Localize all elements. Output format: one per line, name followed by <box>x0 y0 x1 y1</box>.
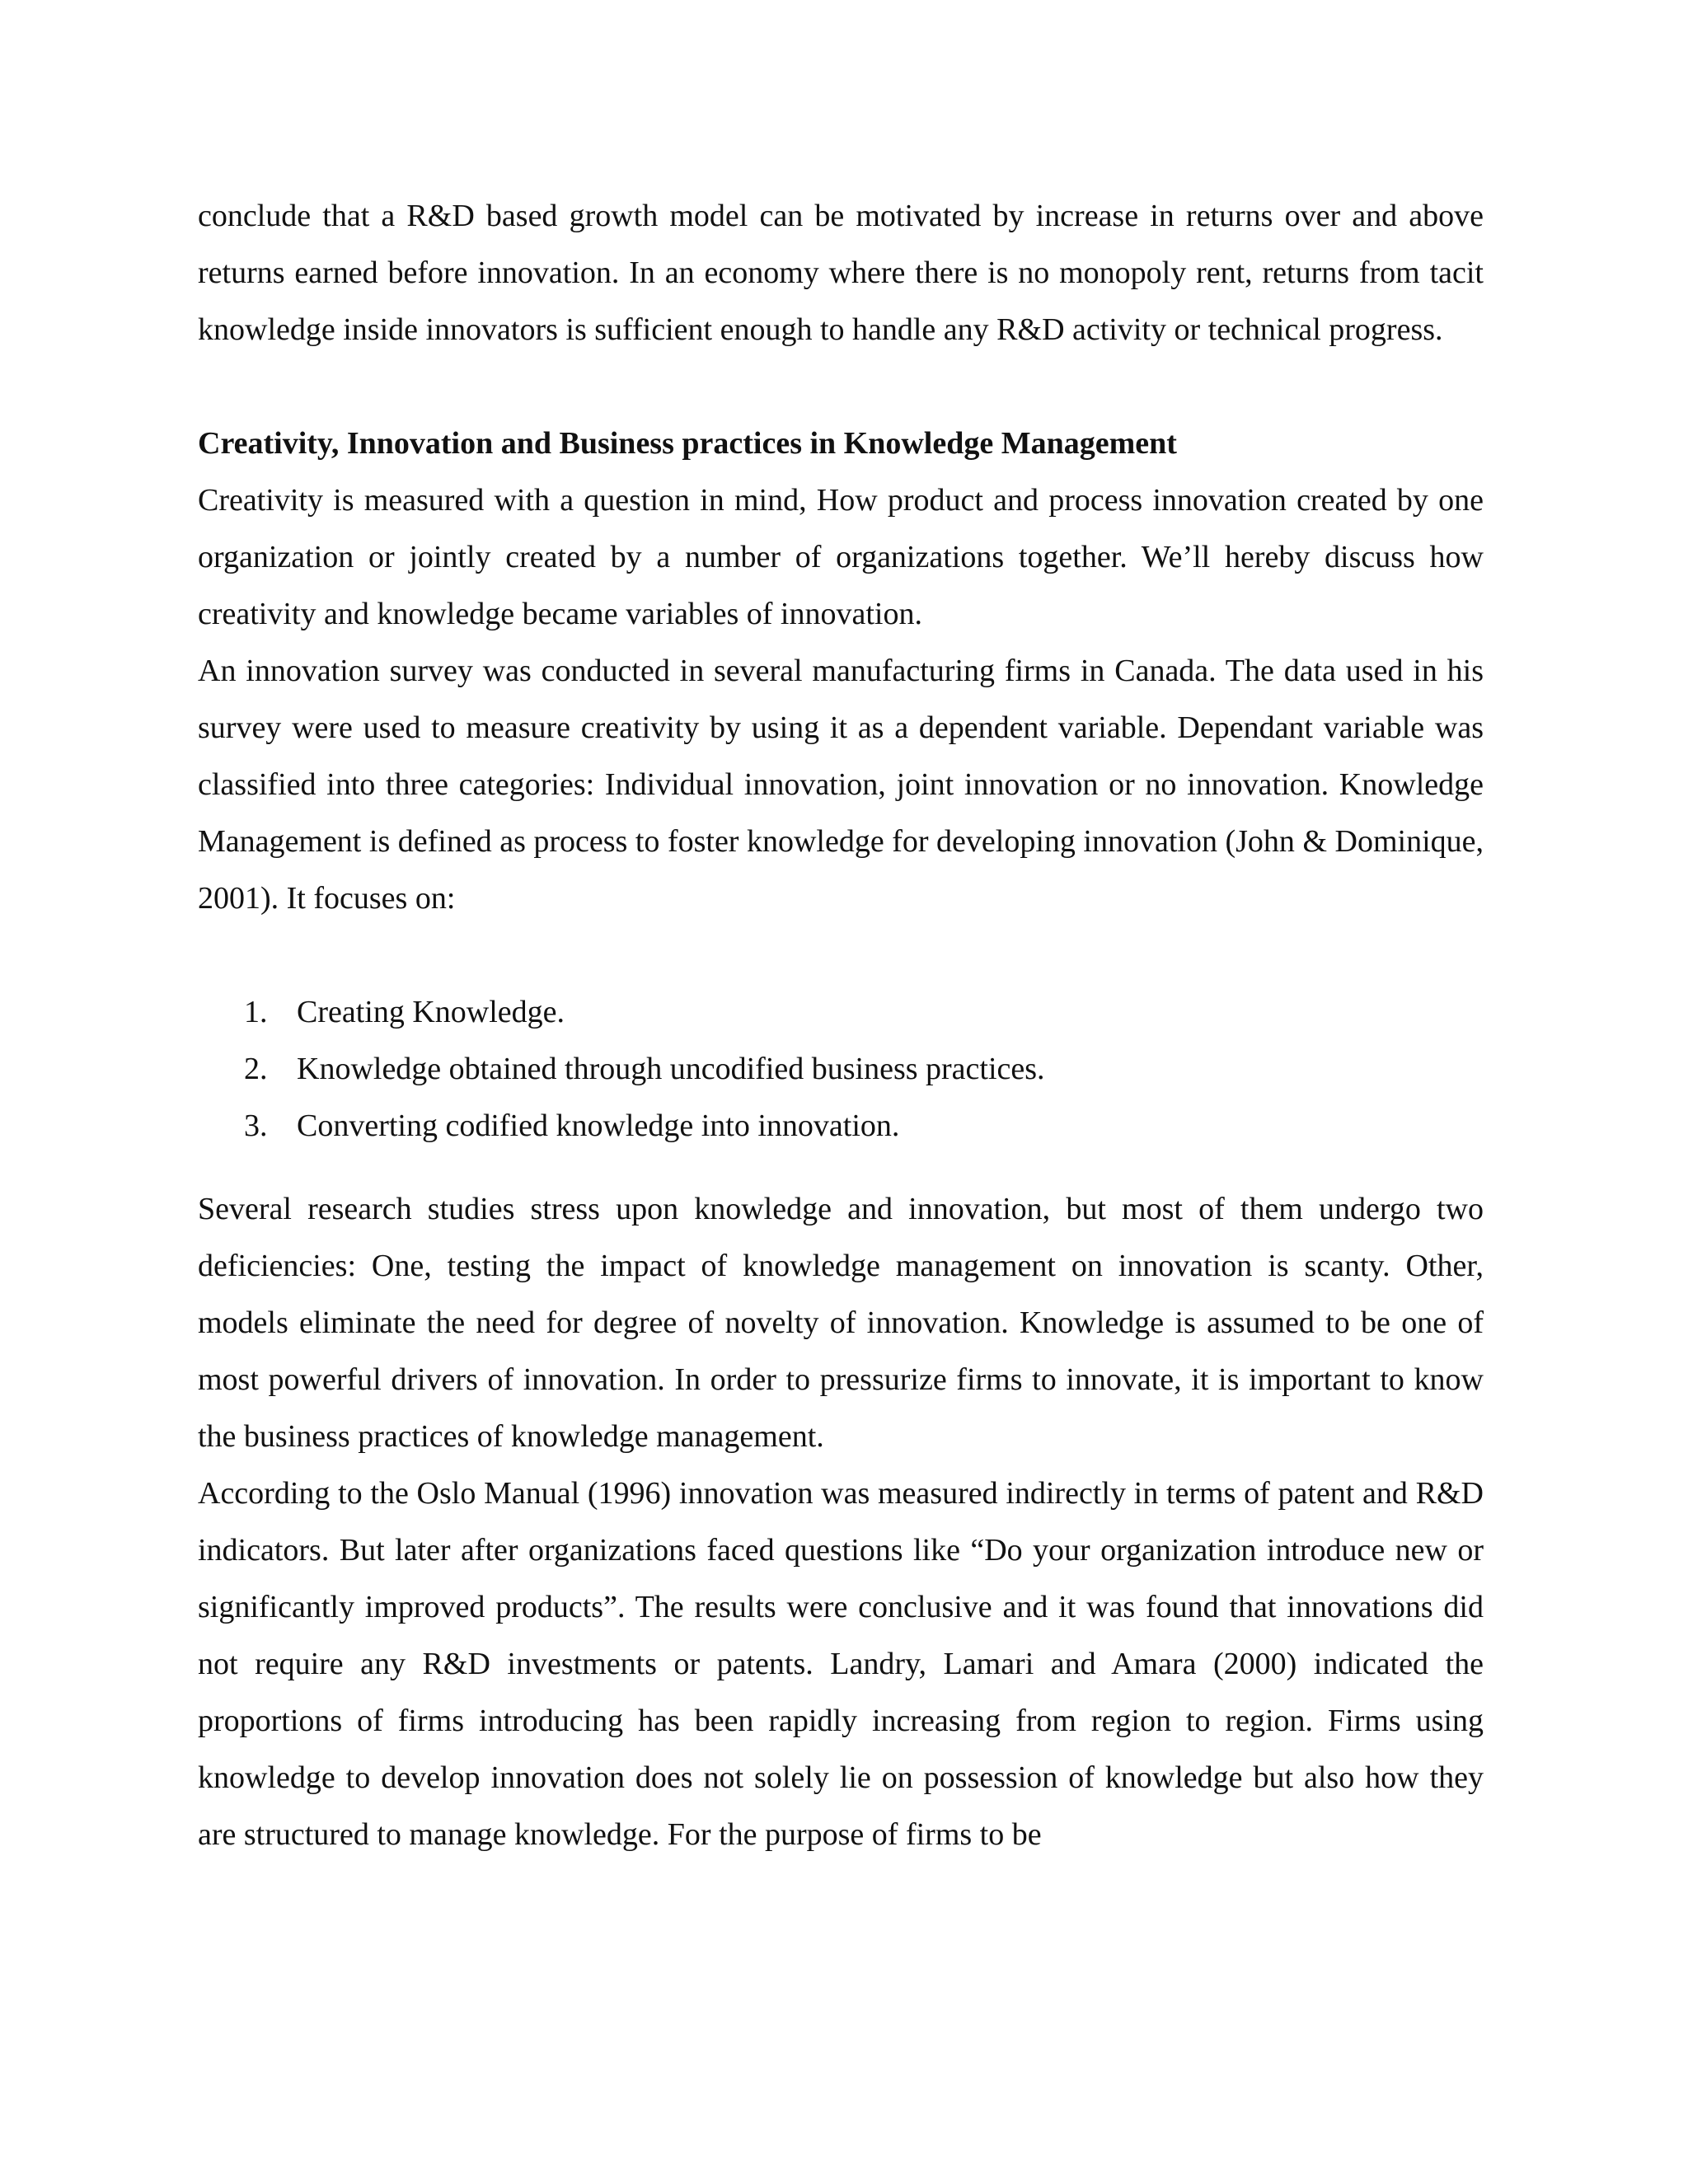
list-number: 1. <box>244 995 268 1029</box>
list-item-text: Creating Knowledge. <box>297 995 565 1029</box>
list-number: 3. <box>244 1108 268 1143</box>
list-number: 2. <box>244 1052 268 1086</box>
paragraph-creativity-measure: Creativity is measured with a question in mind, How product and process innovation created by one organization or jointly created by a number of organizations together. We’ll hereby discuss how creativity and knowledge became variables of innovation. <box>198 483 1484 631</box>
list-item <box>198 984 1484 1041</box>
section-heading: Creativity, Innovation and Business practices in Knowledge Management <box>198 426 1177 461</box>
paragraph-research-deficiencies: Several research studies stress upon knowledge and innovation, but most of them undergo two deficiencies: One, testing the impact of knowledge management on innovation is scanty. Other, models eliminate the need for degree of novelty of innovation. Knowledge is assumed to be one of most powerful drivers of innovation. In order to pressurize firms to innovate, it is important to know the business practices of knowledge management. <box>198 1192 1484 1454</box>
document-page <box>198 188 1484 1863</box>
list-item-text: Converting codified knowledge into innovation. <box>297 1108 900 1143</box>
paragraph-innovation-survey: An innovation survey was conducted in several manufacturing firms in Canada. The data used in his survey were used to measure creativity by using it as a dependent variable. Dependant variable was classified into three categories: Individual innovation, joint innovation or no innovation. Knowledge Management is defined as process to foster knowledge for developing innovation (John & Dominique, 2001). It focuses on: <box>198 654 1484 916</box>
paragraph-oslo-manual: According to the Oslo Manual (1996) innovation was measured indirectly in terms of patent and R&D indicators. But later after organizations faced questions like “Do your organization introduce new or significantly improved products”. The results were conclusive and it was found that innovations did not require any R&D investments or patents. Landry, Lamari and Amara (2000) indicated the proportions of firms introducing has been rapidly increasing from region to region. Firms using knowledge to develop innovation does not solely lie on possession of knowledge but also how they are structured to manage knowledge. For the purpose of firms to be <box>198 1476 1484 1852</box>
list-item <box>198 1098 1484 1155</box>
paragraph-rd-growth-model: conclude that a R&D based growth model can be motivated by increase in returns over and above returns earned before innovation. In an economy where there is no monopoly rent, returns from tacit knowledge inside innovators is sufficient enough to handle any R&D activity or technical progress. <box>198 199 1484 347</box>
knowledge-focus-list <box>198 984 1484 1155</box>
list-item <box>198 1041 1484 1098</box>
list-item-text: Knowledge obtained through uncodified business practices. <box>297 1052 1045 1086</box>
